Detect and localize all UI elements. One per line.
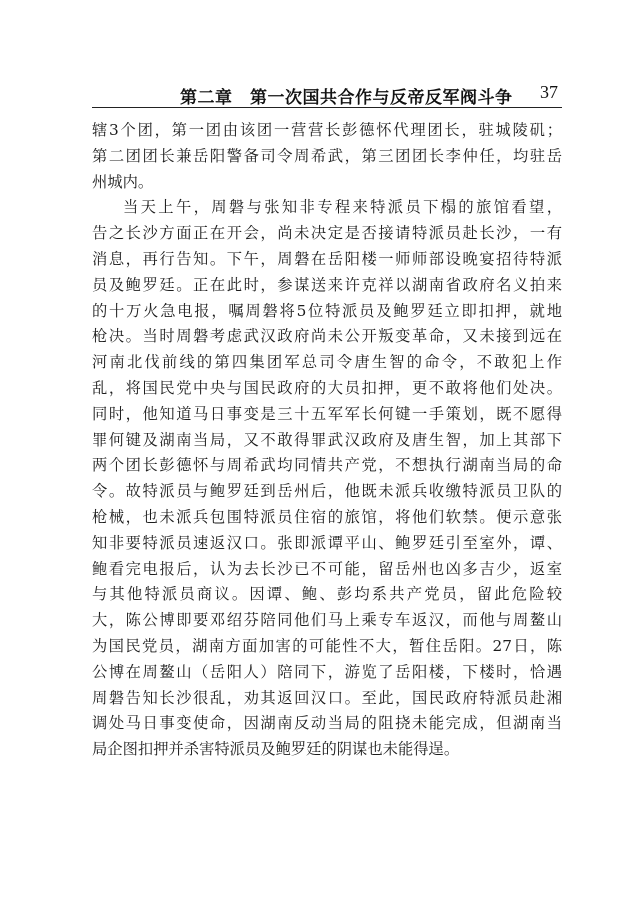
- text-line: 辖3个团，第一团由该团一营营长彭德怀代理团长，驻城陵矶；: [92, 121, 562, 139]
- text-line: 两个团长彭德怀与周希武均同情共产党，不想执行湖南当局的命: [92, 456, 562, 475]
- text-line: 州城内。: [92, 172, 154, 191]
- text-line: 告之长沙方面正在开会，尚未决定是否接请特派员赴长沙，一有: [92, 224, 562, 243]
- text-line: 令。故特派员与鲍罗廷到岳州后，他既未派兵收缴特派员卫队的: [92, 482, 562, 501]
- text-line: 调处马日事变使命，因湖南反动当局的阻挠未能完成，但湖南当: [92, 714, 562, 733]
- text-line: 的十万火急电报，嘱周磐将5位特派员及鲍罗廷立即扣押，就地: [92, 301, 562, 320]
- paragraph-1: [92, 118, 562, 195]
- text-line: 枪决。当时周磐考虑武汉政府尚未公开叛变革命，又未接到远在: [92, 327, 562, 346]
- chapter-title: 第二章 第一次国共合作与反帝反军阀斗争: [180, 88, 513, 108]
- header-rule: [92, 107, 562, 108]
- paragraph-2: [92, 195, 562, 763]
- text-line: 大，陈公博即要邓绍芬陪同他们马上乘专车返汉，而他与周鳌山: [92, 611, 562, 630]
- text-line: 第二团团长兼岳阳警备司令周希武，第三团团长李仲任，均驻岳: [92, 146, 562, 165]
- text-line: 鲍看完电报后，认为去长沙已不可能，留岳州也凶多吉少，返室: [92, 559, 562, 578]
- text-line: 消息，再行告知。下午，周磐在岳阳楼一师师部设晚宴招待特派: [92, 249, 562, 268]
- text-line: 枪械，也未派兵包围特派员住宿的旅馆，将他们软禁。便示意张: [92, 507, 562, 526]
- body-text: [92, 118, 562, 763]
- text-line: 知非要特派员速返汉口。张即派谭平山、鲍罗廷引至室外，谭、: [92, 533, 562, 552]
- text-line: 局企图扣押并杀害特派员及鲍罗廷的阴谋也未能得逞。: [92, 740, 460, 759]
- page-number: 37: [540, 82, 558, 102]
- text-line: 罪何键及湖南当局，又不敢得罪武汉政府及唐生智，加上其部下: [92, 430, 562, 449]
- text-line: 员及鲍罗廷。正在此时，参谋送来许克祥以湖南省政府名义拍来: [92, 275, 562, 294]
- running-head: [92, 78, 562, 108]
- text-line: 河南北伐前线的第四集团军总司令唐生智的命令，不敢犯上作: [92, 353, 562, 372]
- text-line: 同时，他知道马日事变是三十五军军长何键一手策划，既不愿得: [92, 404, 562, 423]
- text-line: 乱，将国民党中央与国民政府的大员扣押，更不敢将他们处决。: [92, 378, 562, 397]
- text-line: 周磐告知长沙很乱，劝其返回汉口。至此，国民政府特派员赴湘: [92, 688, 562, 707]
- text-line: 为国民党员，湖南方面加害的可能性不大，暂住岳阳。27日，陈: [92, 636, 562, 655]
- text-line: 当天上午，周磐与张知非专程来特派员下榻的旅馆看望，: [123, 198, 562, 217]
- text-line: 公博在周鳌山（岳阳人）陪同下，游览了岳阳楼，下楼时，恰遇: [92, 662, 562, 681]
- text-line: 与其他特派员商议。因谭、鲍、彭均系共产党员，留此危险较: [92, 585, 562, 604]
